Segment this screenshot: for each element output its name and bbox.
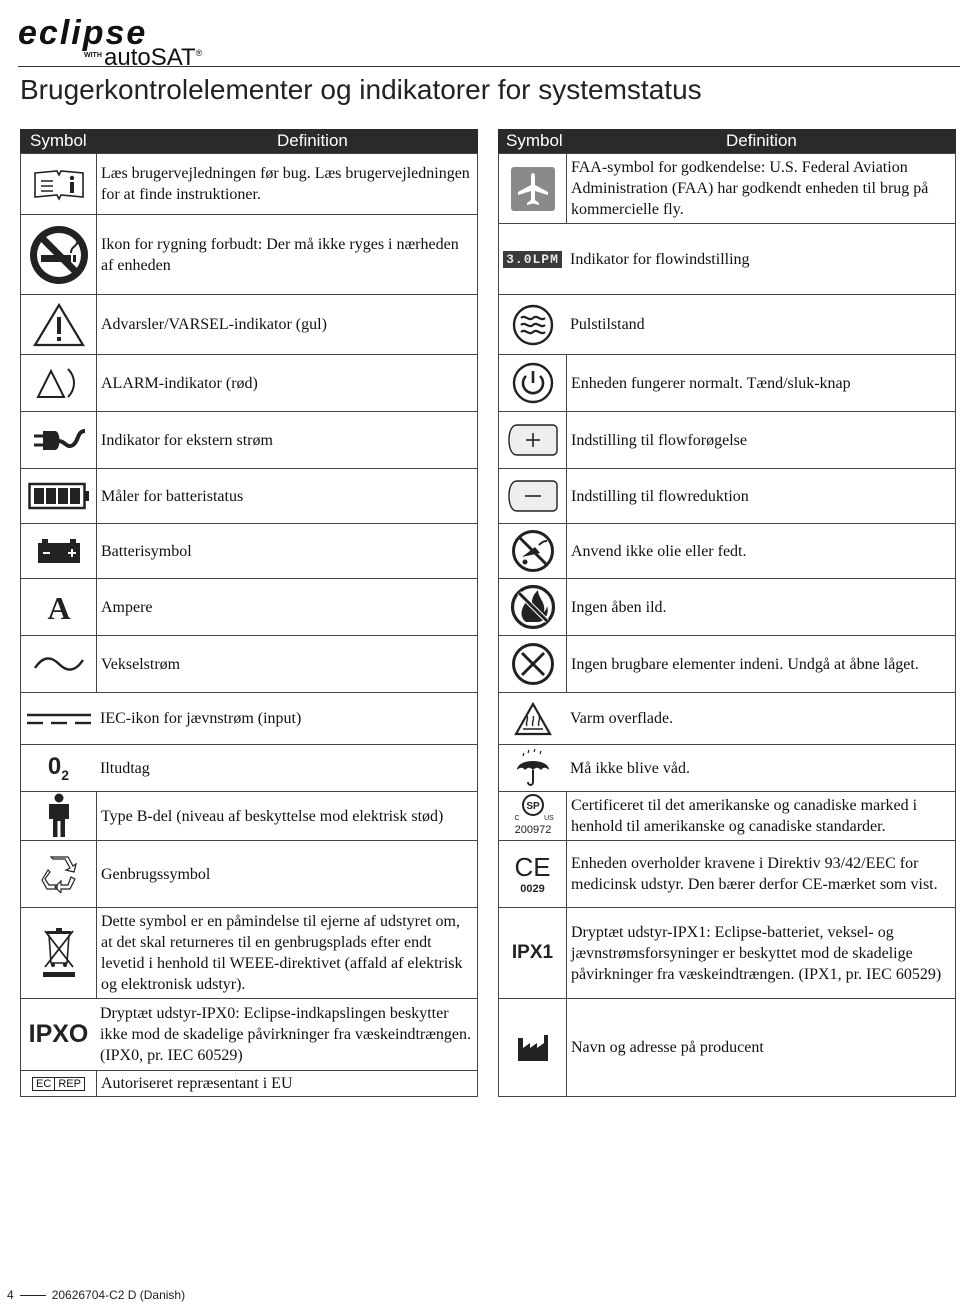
airplane-icon xyxy=(511,167,555,211)
definition-header: Definition xyxy=(726,131,797,150)
hot-surface-icon xyxy=(514,702,552,736)
definition-header: Definition xyxy=(277,131,348,150)
table-row xyxy=(498,635,956,693)
table-row xyxy=(20,214,478,295)
definition-text: Varm overflade. xyxy=(570,710,674,727)
definition-text: Advarsler/VARSEL-indikator (gul) xyxy=(101,316,327,333)
definition-text: Iltudtag xyxy=(100,759,150,777)
symbol-header: Symbol xyxy=(506,131,563,150)
table-row xyxy=(498,354,956,412)
warning-triangle-icon xyxy=(32,302,86,348)
definition-text: Genbrugssymbol xyxy=(101,865,211,883)
table-row xyxy=(20,744,478,792)
table-row xyxy=(20,153,478,215)
brand-with: WITH xyxy=(84,52,102,59)
symbol-header: Symbol xyxy=(30,131,87,150)
definition-text: Indstilling til flowforøgelse xyxy=(571,431,747,449)
table-row xyxy=(498,744,956,792)
table-row xyxy=(498,468,956,524)
page-title: Brugerkontrolelementer og indikatorer for systemstatus xyxy=(20,74,702,105)
battery-icon xyxy=(37,538,81,564)
definition-text: Ingen åben ild. xyxy=(571,598,667,616)
definition-text: Enheden fungerer normalt. Tænd/sluk-knap xyxy=(571,374,851,392)
definition-text: Må ikke blive våd. xyxy=(570,759,690,777)
manufacturer-icon xyxy=(517,1034,549,1062)
table-row xyxy=(20,523,478,579)
table-row xyxy=(20,998,478,1071)
table-row xyxy=(498,223,956,295)
table-row xyxy=(20,411,478,469)
right-table-header xyxy=(498,129,956,153)
definition-text: Indstilling til flowreduktion xyxy=(571,487,749,505)
svg-text:US: US xyxy=(543,815,554,822)
definition-text: Type B-del (niveau af beskyttelse mod elektrisk stød) xyxy=(101,807,444,825)
definition-text: Autoriseret repræsentant i EU xyxy=(101,1075,293,1092)
alarm-icon xyxy=(34,363,84,403)
type-b-person-icon xyxy=(44,793,74,839)
page-number: 4 xyxy=(7,1288,14,1302)
table-row xyxy=(498,294,956,355)
definition-text: Ikon for rygning forbudt: Der må ikke ryges i nærheden af enheden xyxy=(101,235,459,274)
table-row xyxy=(20,635,478,693)
definition-text: Dette symbol er en påmindelse til ejerne af udstyret om, at det skal returneres til en genbrugsplads efter endt levetid i henhold til WEEE-direktivet (affald af elektrisk og elektronisk udstyr). xyxy=(101,913,463,993)
no-open-flame-icon xyxy=(510,584,556,630)
svg-text:A: A xyxy=(46,590,71,625)
definition-text: Batterisymbol xyxy=(101,542,192,560)
table-row xyxy=(20,1070,478,1097)
left-symbol-table xyxy=(20,129,478,1092)
definition-text: Måler for batteristatus xyxy=(101,487,244,505)
table-row xyxy=(498,523,956,579)
ampere-icon xyxy=(41,589,77,625)
battery-meter-icon xyxy=(28,482,90,510)
manual-info-icon xyxy=(31,167,87,201)
svg-text:SP: SP xyxy=(525,801,540,812)
table-row xyxy=(498,907,956,999)
table-row xyxy=(20,907,478,999)
brand-product: autoSAT® xyxy=(104,44,203,71)
definition-text: Ingen brugbare elementer indeni. Undgå at åbne låget. xyxy=(571,655,919,673)
table-row xyxy=(20,692,478,745)
no-serviceable-parts-icon xyxy=(511,642,555,686)
definition-text: Navn og adresse på producent xyxy=(571,1039,764,1056)
brand-name: eclipse xyxy=(18,14,148,52)
page-footer xyxy=(7,1288,185,1302)
definition-text: Indikator for flowindstilling xyxy=(570,250,750,268)
external-power-plug-icon xyxy=(31,423,87,457)
table-row xyxy=(20,354,478,412)
left-table-header xyxy=(20,129,478,153)
plus-icon xyxy=(507,421,559,459)
ipx0-icon: IPXO xyxy=(28,1020,89,1048)
table-row xyxy=(20,791,478,841)
ce-mark-icon: CE 0029 xyxy=(514,851,551,895)
definition-text: Anvend ikke olie eller fedt. xyxy=(571,542,747,560)
weee-bin-icon xyxy=(39,927,79,979)
table-row xyxy=(20,840,478,908)
direct-current-icon xyxy=(25,711,93,727)
table-row xyxy=(20,578,478,636)
pulse-waves-icon xyxy=(512,304,554,346)
ipx1-icon: IPX1 xyxy=(511,942,554,963)
definition-text: Dryptæt udstyr-IPX0: Eclipse-indkapslingen beskytter ikke mod de skadelige påvirkninger fra væskeindtrængen. (IPX0, pr. IEC 60529) xyxy=(100,1005,472,1064)
no-oil-icon xyxy=(511,529,555,573)
definition-text: Læs brugervejledningen før bug. Læs brugervejledningen for at finde instruktioner. xyxy=(101,165,470,203)
flow-display-icon: 3.0LPM xyxy=(503,251,562,268)
table-row xyxy=(498,692,956,745)
ec-rep-icon: EC REP xyxy=(32,1077,85,1091)
brand-logo xyxy=(18,14,218,71)
oxygen-icon: $0_2$ xyxy=(47,753,70,783)
table-row xyxy=(498,578,956,636)
table-row xyxy=(498,998,956,1097)
definition-text: Vekselstrøm xyxy=(101,655,181,673)
table-row xyxy=(498,411,956,469)
alternating-current-icon xyxy=(33,654,85,674)
svg-text:C: C xyxy=(513,815,520,822)
right-symbol-table xyxy=(498,129,956,1056)
power-icon xyxy=(512,362,554,404)
definition-text: Ampere xyxy=(101,598,153,616)
header-divider xyxy=(18,66,960,67)
definition-text: Enheden overholder kravene i Direktiv 93/42/EEC for medicinsk udstyr. Den bærer derfor CE-mærket som vist. xyxy=(571,855,938,893)
svg-text:200972: 200972 xyxy=(514,824,551,836)
no-smoking-icon xyxy=(27,223,91,287)
table-row xyxy=(498,840,956,908)
definition-text: Dryptæt udstyr-IPX1: Eclipse-batteriet, veksel- og jævnstrømsforsyninger er beskyttet mod de skadelige påvirkninger fra væskeindtrængen. (IPX1, pr. IEC 60529) xyxy=(571,923,942,983)
table-row xyxy=(20,468,478,524)
definition-text: Certificeret til det amerikanske og canadiske marked i henhold til amerikanske og canadiske standarder. xyxy=(571,797,918,835)
definition-text: IEC-ikon for jævnstrøm (input) xyxy=(100,710,302,727)
doc-id: 20626704-C2 D (Danish) xyxy=(51,1288,186,1302)
definition-text: Pulstilstand xyxy=(570,316,645,333)
table-row xyxy=(498,791,956,841)
table-row xyxy=(498,153,956,224)
definition-text: ALARM-indikator (rød) xyxy=(101,374,258,392)
footer-dash xyxy=(20,1295,46,1296)
minus-icon xyxy=(507,477,559,515)
csa-icon xyxy=(509,793,557,839)
definition-text: FAA-symbol for godkendelse: U.S. Federal Aviation Administration (FAA) har godkendt enheden til brug på kommercielle fly. xyxy=(571,159,929,218)
definition-text: Indikator for ekstern strøm xyxy=(101,431,273,449)
recycle-icon xyxy=(39,855,79,893)
table-row xyxy=(20,294,478,355)
keep-dry-umbrella-icon xyxy=(515,748,551,788)
